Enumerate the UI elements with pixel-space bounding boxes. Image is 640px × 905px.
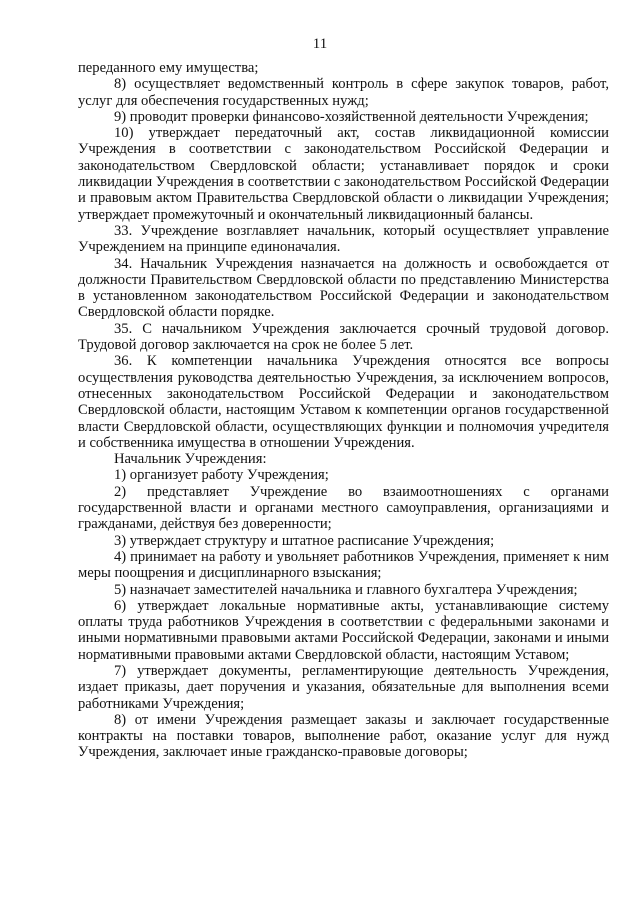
paragraph: 8) от имени Учреждения размещает заказы и заключает государственные контракты на поставки товаров, выполнение работ, оказание услуг для нужд Учреждения, заключает иные гражданско-правовые договоры; [78, 711, 609, 761]
paragraph: 1) организует работу Учреждения; [114, 467, 329, 484]
paragraph: 5) назначает заместителей начальника и главного бухгалтера Учреждения; [114, 581, 578, 598]
paragraph: Начальник Учреждения: [114, 451, 267, 468]
paragraph: 6) утверждает локальные нормативные акты, устанавливающие систему оплаты труда работников Учреждения в соответствии с федеральными законами и иными нормативными правовыми актами Российской Федерации, законами и иными нормативными правовыми актами Свердловской области, настоящим Уставом; [78, 597, 609, 663]
paragraph: 36. К компетенции начальника Учреждения относятся все вопросы осуществления руководства деятельностью Учреждения, за исключением вопросов, отнесенных законодательством Российской Федерации и законодательством Свердловской области, настоящим Уставом к компетенции органов государственной власти Свердловской области, осуществляющих функции и полномочия учредителя и собственника имущества в отношении Учреждения. [78, 353, 609, 451]
paragraph: 34. Начальник Учреждения назначается на должность и освобождается от должности Правительством Свердловской области по представлению Министерства в установленном законодательством Российской Федерации и законодательством Свердловской области порядке. [78, 255, 609, 321]
paragraph: 2) представляет Учреждение во взаимоотношениях с органами государственной власти и органами местного самоуправления, организациями и гражданами, действуя без доверенности; [78, 483, 609, 533]
paragraph: 4) принимает на работу и увольняет работников Учреждения, применяет к ним меры поощрения и дисциплинарного взыскания; [78, 548, 609, 582]
paragraph: 33. Учреждение возглавляет начальник, который осуществляет управление Учреждением на принципе единоначалия. [78, 222, 609, 256]
paragraph: переданного ему имущества; [78, 60, 259, 76]
paragraph: 9) проводит проверки финансово-хозяйственной деятельности Учреждения; [114, 108, 589, 125]
paragraph: 10) утверждает передаточный акт, состав ликвидационной комиссии Учреждения в соответствии с законодательством Российской Федерации и законодательством Свердловской области; устанавливает порядок и сроки ликвидации Учреждения в соответствии с законодательством Российской Федерации и правовым актом Правительства Свердловской области о ликвидации Учреждения; утверждает промежуточный и окончательный ликвидационный балансы. [78, 125, 609, 223]
paragraph: 8) осуществляет ведомственный контроль в сфере закупок товаров, работ, услуг для обеспечения государственных нужд; [78, 76, 609, 109]
page-number: 11 [312, 36, 328, 52]
document-body [78, 60, 609, 761]
paragraph: 3) утверждает структуру и штатное расписание Учреждения; [114, 532, 495, 549]
paragraph: 35. С начальником Учреждения заключается срочный трудовой договор. Трудовой договор заключается на срок не более 5 лет. [78, 320, 609, 354]
paragraph: 7) утверждает документы, регламентирующие деятельность Учреждения, издает приказы, дает поручения и указания, обязательные для выполнения всеми работниками Учреждения; [78, 662, 609, 712]
